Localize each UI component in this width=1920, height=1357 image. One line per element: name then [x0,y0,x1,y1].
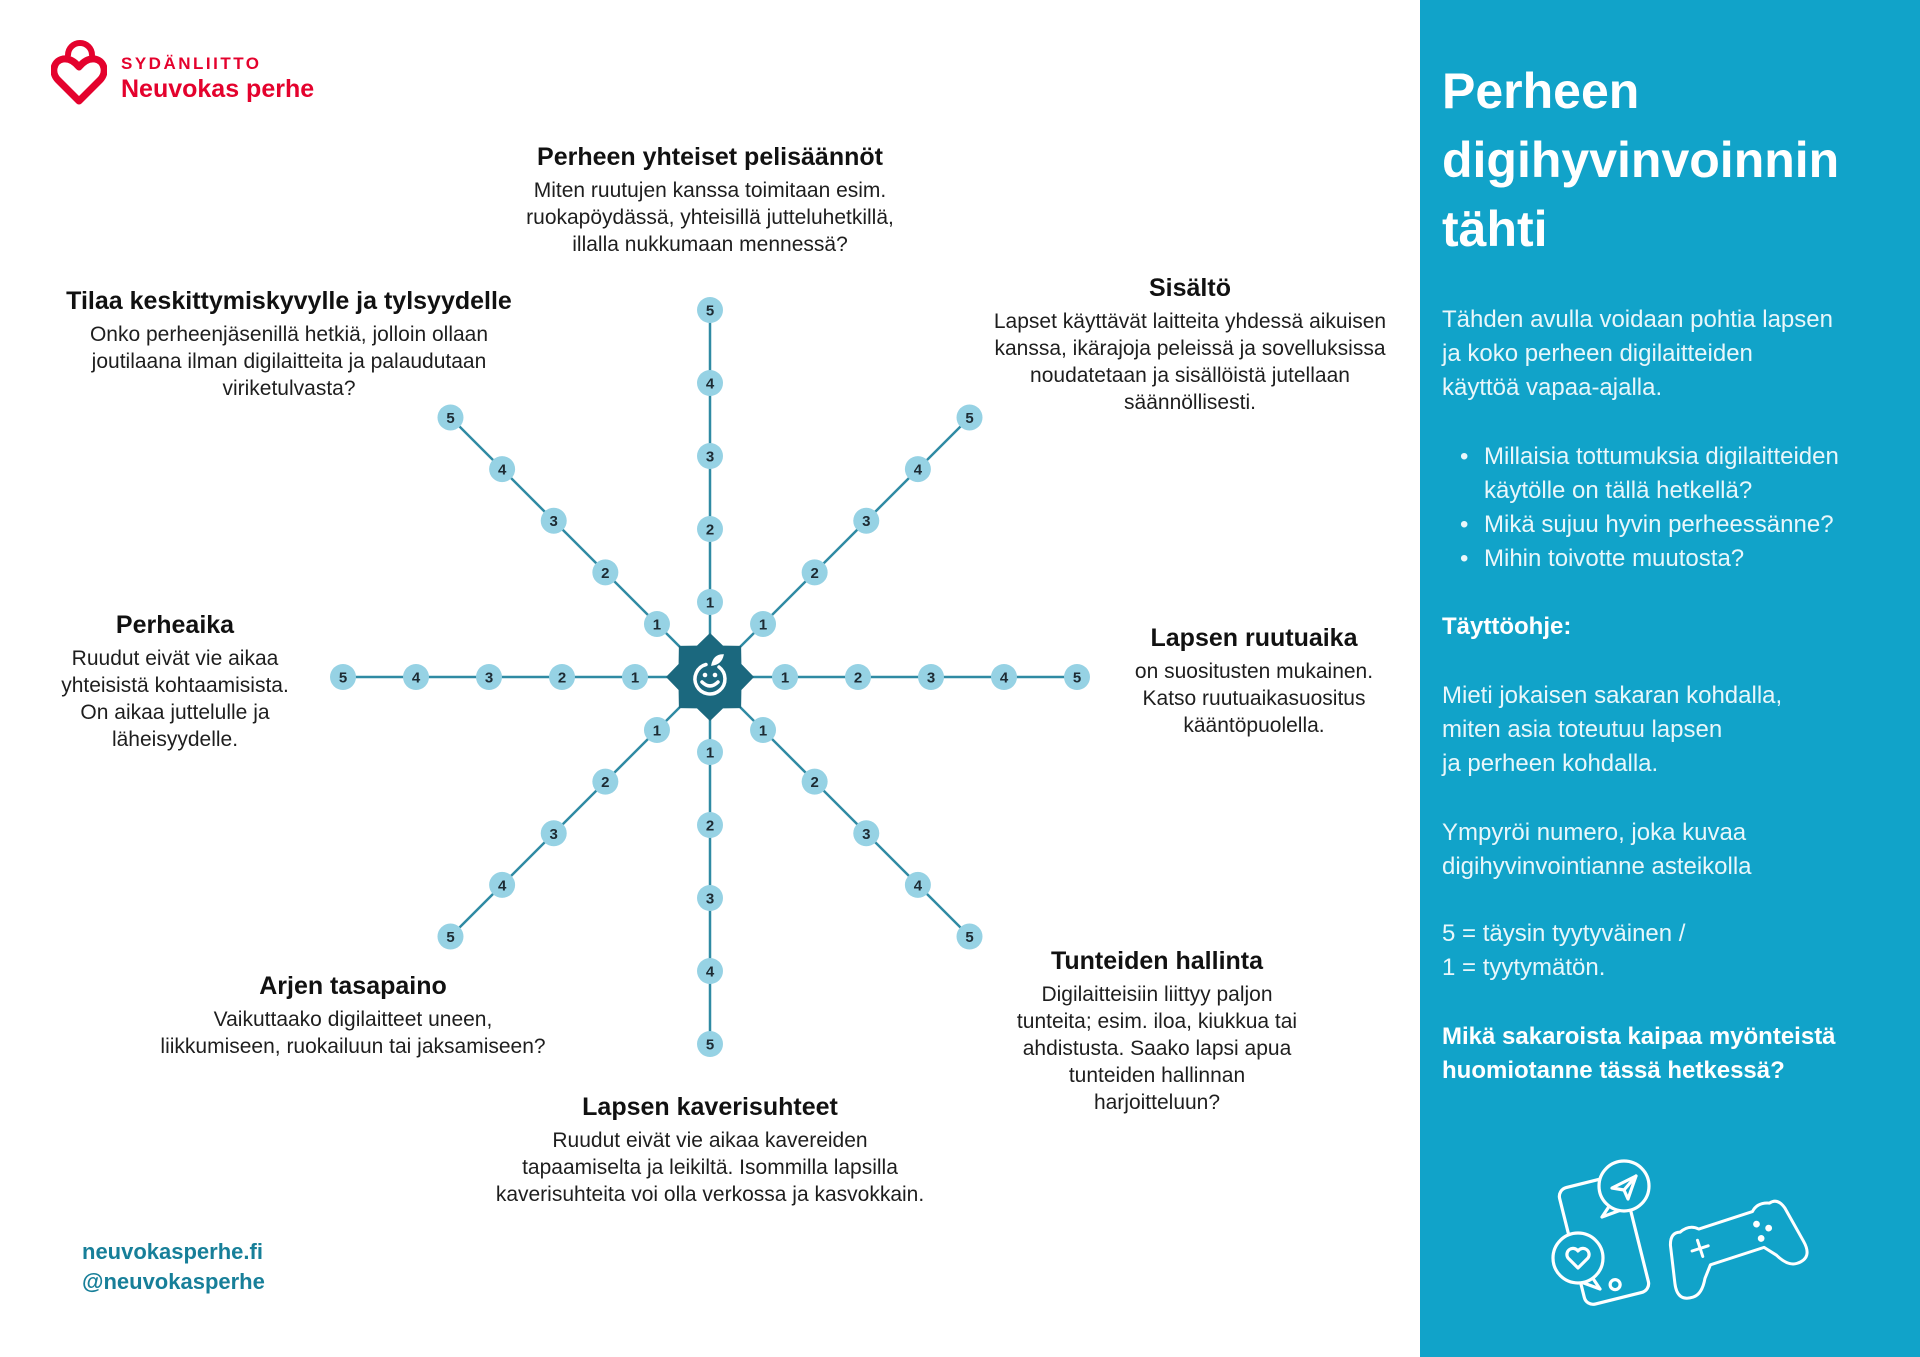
rating-number[interactable]: 4 [705,963,715,981]
list-item-line: Mihin toivotte muutosta? [1484,545,1745,572]
rating-option[interactable] [697,297,723,323]
rating-option[interactable] [750,717,776,743]
rating-option[interactable] [476,664,502,690]
heart-bubble-icon [1553,1233,1603,1289]
rating-option[interactable] [697,370,723,396]
list-item [1460,508,1839,542]
rating-option[interactable] [697,812,723,838]
rating-option[interactable] [549,664,575,690]
rating-option[interactable] [622,664,648,690]
section-title: Sisältö [1149,274,1231,302]
rating-option[interactable] [845,664,871,690]
rating-number[interactable]: 1 [705,744,715,762]
rating-number[interactable]: 1 [758,616,768,634]
section-description [994,308,1386,416]
rating-number[interactable]: 3 [705,890,715,908]
panel-title [1442,57,1839,264]
description-line: kaverisuhteita voi olla verkossa ja kasvokkain. [495,1183,925,1206]
rating-option[interactable] [437,924,463,950]
rating-option[interactable] [802,559,828,585]
rating-number[interactable]: 5 [446,929,455,947]
instructions-heading: Täyttöohje: [1442,613,1572,640]
rating-option[interactable] [592,559,618,585]
rating-number[interactable]: 2 [601,564,610,582]
rating-number[interactable]: 3 [862,825,871,843]
rating-option[interactable] [853,508,879,534]
bullet-icon: • [1460,443,1469,470]
section-title: Perheaika [115,611,235,639]
rating-number[interactable]: 5 [338,669,348,687]
closing-question [1442,1020,1836,1088]
section-description [66,321,512,402]
rating-option[interactable] [697,1031,723,1057]
rating-number[interactable]: 3 [705,448,715,466]
rating-option[interactable] [541,820,567,846]
rating-option[interactable] [697,516,723,542]
rating-number[interactable]: 1 [630,669,640,687]
game-controller-icon [1659,1195,1810,1302]
rating-number[interactable]: 2 [705,817,715,835]
rating-option[interactable] [991,664,1017,690]
list-item [1460,542,1839,576]
rating-option[interactable] [697,885,723,911]
rating-option[interactable] [644,611,670,637]
rating-number[interactable]: 4 [913,461,923,479]
section-title: Lapsen ruutuaika [1150,624,1358,652]
rating-number[interactable]: 4 [497,877,507,895]
scale-legend-line: 5 = täysin tyytyväinen / [1442,920,1686,947]
description-line: liikkumiseen, ruokailuun tai jaksamiseen? [160,1035,546,1058]
rating-option[interactable] [697,443,723,469]
intro-line: käyttöä vapaa-ajalla. [1442,374,1663,401]
rating-option[interactable] [697,958,723,984]
description-line: Lapset käyttävät laitteita yhdessä aikuisen [993,310,1387,333]
rating-option[interactable] [644,717,670,743]
instruction-line: miten asia toteutuu lapsen [1442,716,1723,743]
section-title: Lapsen kaverisuhteet [582,1093,838,1121]
footer [82,1237,265,1297]
intro-line: ja koko perheen digilaitteiden [1442,340,1753,367]
rating-number[interactable]: 2 [853,669,863,687]
center-star [666,633,754,721]
panel-title-line: Perheen [1442,63,1640,119]
description-line: Ruudut eivät vie aikaa [71,647,279,670]
instruction-line: digihyvinvointianne asteikolla [1442,853,1752,880]
spoke-line [710,417,970,677]
rating-number[interactable]: 3 [549,825,558,843]
description-line: ruokapöydässä, yhteisillä jutteluhetkillä, [526,206,894,229]
rating-option[interactable] [437,404,463,430]
description-line: On aikaa juttelulle ja [80,701,270,724]
description-line: tapaamiselta ja leikiltä. Isommilla lapsilla [522,1156,898,1179]
social-handle: @neuvokasperhe [82,1269,265,1294]
instruction-step-1 [1442,679,1782,781]
section-title: Perheen yhteiset pelisäännöt [537,143,883,171]
rating-number[interactable]: 1 [652,616,662,634]
bullet-icon: • [1460,511,1469,538]
description-line: Vaikuttaako digilaitteet uneen, [213,1008,493,1031]
rating-number[interactable]: 4 [999,669,1009,687]
spoke-line [450,417,710,677]
rating-option[interactable] [541,508,567,534]
description-line: on suositusten mukainen. [1134,660,1374,683]
rating-option[interactable] [697,739,723,765]
instruction-step-2 [1442,816,1752,884]
rating-number[interactable]: 1 [780,669,790,687]
section-description [496,1127,924,1208]
section-emotion-regulation [1017,946,1297,1116]
rating-number[interactable]: 5 [705,1036,715,1054]
description-line: Onko perheenjäsenillä hetkiä, jolloin ollaan [89,323,489,346]
panel-title-line: digihyvinvoinnin [1442,132,1840,188]
list-item-line: Millaisia tottumuksia digilaitteiden [1484,443,1839,470]
rating-number[interactable]: 1 [652,722,662,740]
spoke-line [710,677,970,937]
section-content [994,273,1386,416]
rating-number[interactable]: 5 [705,302,715,320]
rating-number[interactable]: 4 [497,461,507,479]
rating-option[interactable] [330,664,356,690]
list-item-line: Mikä sujuu hyvin perheessänne? [1484,511,1834,538]
description-line: säännöllisesti. [1124,391,1256,414]
rating-option[interactable] [905,872,931,898]
description-line: Katso ruutuaikasuositus [1142,687,1366,710]
section-friendships [496,1092,924,1208]
rating-option[interactable] [592,769,618,795]
rating-option[interactable] [1064,664,1090,690]
description-line: noudatetaan ja sisällöistä jutellaan [1030,364,1350,387]
rating-number[interactable]: 4 [705,375,715,393]
section-description [526,177,894,258]
closing-question-line: Mikä sakaroista kaipaa myönteistä [1442,1023,1836,1050]
logo-organization-name: SYDÄNLIITTO [121,54,262,73]
rating-number[interactable]: 5 [446,409,455,427]
description-line: viriketulvasta? [222,377,356,400]
intro-line: Tähden avulla voidaan pohtia lapsen [1442,306,1833,333]
description-line: tunteita; esim. iloa, kiukkua tai [1016,1010,1298,1033]
description-line: kääntöpuolella. [1183,714,1325,737]
scale-legend-line: 1 = tyytymätön. [1442,954,1606,981]
instruction-line: Ympyröi numero, joka kuvaa [1442,819,1747,846]
rating-number[interactable]: 2 [705,521,715,539]
star-shape [666,633,754,721]
rating-number[interactable]: 2 [557,669,567,687]
rating-option[interactable] [905,456,931,482]
rating-option[interactable] [403,664,429,690]
rating-number[interactable]: 2 [810,564,819,582]
rating-option[interactable] [853,820,879,846]
rating-number[interactable]: 3 [549,513,558,531]
rating-option[interactable] [489,872,515,898]
section-daily-balance [160,971,545,1060]
rating-number[interactable]: 4 [913,877,923,895]
rating-option[interactable] [918,664,944,690]
rating-number[interactable]: 3 [862,513,871,531]
description-line: joutilaana ilman digilaitteita ja palaudutaan [91,350,487,373]
bullet-icon: • [1460,545,1469,572]
list-item-line: käytölle on tällä hetkellä? [1484,477,1753,504]
rating-number[interactable]: 1 [705,594,715,612]
rating-number[interactable]: 5 [965,929,974,947]
section-title: Tilaa keskittymiskyvylle ja tylsyydelle [66,287,512,315]
section-title: Arjen tasapaino [259,972,447,1000]
section-description [160,1006,545,1060]
rating-option[interactable] [957,924,983,950]
section-family-rules [526,142,894,258]
panel-title-line: tähti [1442,201,1548,257]
description-line: ahdistusta. Saako lapsi apua [1022,1037,1292,1060]
panel-intro [1442,303,1833,405]
section-description [1017,981,1297,1116]
description-line: Miten ruutujen kanssa toimitaan esim. [533,179,887,202]
section-focus-and-boredom [66,286,512,402]
description-line: harjoitteluun? [1093,1091,1221,1114]
closing-question-line: huomiotanne tässä hetkessä? [1442,1057,1785,1084]
rating-option[interactable] [802,769,828,795]
description-line: Digilaitteisiin liittyy paljon [1041,983,1273,1006]
rating-number[interactable]: 5 [1072,669,1082,687]
list-item [1460,440,1839,508]
rating-number[interactable]: 3 [926,669,936,687]
rating-option[interactable] [489,456,515,482]
rating-option[interactable] [697,589,723,615]
section-screen-time [1135,623,1373,739]
rating-number[interactable]: 2 [601,774,610,792]
description-line: läheisyydelle. [111,728,239,751]
scale-legend [1442,917,1685,985]
rating-number[interactable]: 3 [484,669,494,687]
rating-option[interactable] [957,404,983,430]
question-list [1460,440,1839,576]
rating-option[interactable] [772,664,798,690]
description-line: illalla nukkumaan mennessä? [572,233,848,256]
spoke-line [450,677,710,937]
website-link[interactable]: neuvokasperhe.fi [82,1239,263,1264]
rating-number[interactable]: 5 [965,409,974,427]
rating-option[interactable] [750,611,776,637]
description-line: yhteisistä kohtaamisista. [61,674,289,697]
instruction-line: Mieti jokaisen sakaran kohdalla, [1442,682,1783,709]
description-line: Ruudut eivät vie aikaa kavereiden [552,1129,868,1152]
section-title: Tunteiden hallinta [1050,947,1264,975]
paper-plane-bubble-icon [1599,1161,1649,1217]
panel-illustration [1520,1150,1820,1320]
logo-brand-name: Neuvokas perhe [121,75,315,103]
instruction-line: ja perheen kohdalla. [1442,750,1659,777]
section-family-time [61,610,289,753]
section-description [1135,658,1373,739]
description-line: tunteiden hallinnan [1068,1064,1246,1087]
rating-number[interactable]: 4 [411,669,421,687]
section-description [61,645,289,753]
description-line: kanssa, ikärajoja peleissä ja sovelluksissa [994,337,1386,360]
rating-number[interactable]: 2 [810,774,819,792]
rating-number[interactable]: 1 [758,722,768,740]
